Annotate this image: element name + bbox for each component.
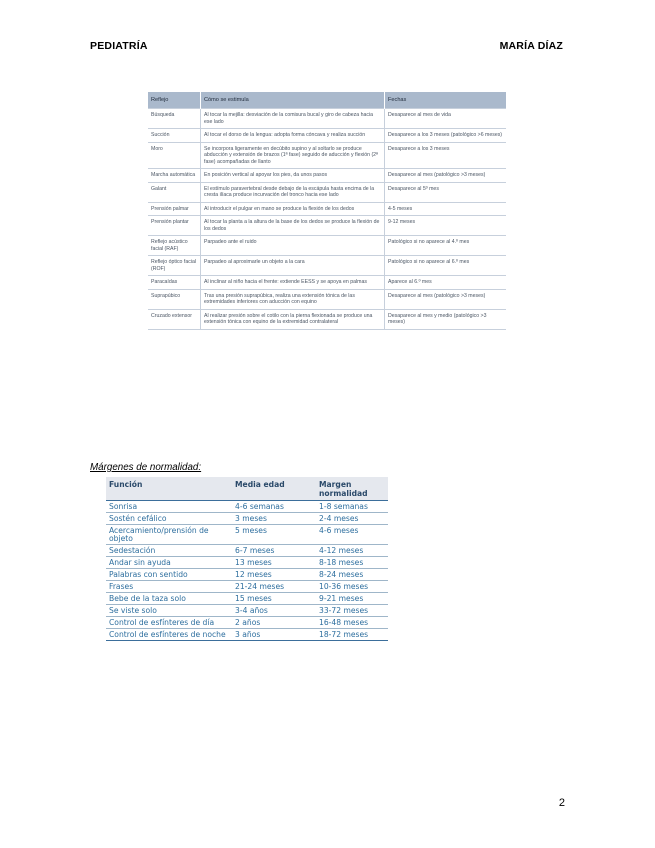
table-cell: Suprapúbico (148, 289, 201, 309)
table-row (106, 580, 388, 592)
table-cell: 1-8 semanas (316, 501, 388, 513)
norms-table (106, 477, 388, 641)
table-cell: Desaparece al mes y medio (patológico >3 meses) (385, 309, 507, 329)
reflexes-table (148, 92, 506, 330)
table-row (148, 182, 506, 202)
table-row (148, 256, 506, 276)
table-cell: Al tocar el dorso de la lengua: adopta forma cóncava y realiza succión (201, 129, 385, 143)
table-row (106, 501, 388, 513)
table-cell: 9-21 meses (316, 592, 388, 604)
table-cell: 10-36 meses (316, 580, 388, 592)
table-cell: Se viste solo (106, 604, 232, 616)
table-row (106, 512, 388, 524)
table-cell: Al realizar presión sobre el cotilo con la pierna flexionada se produce una extensión tónica con equino de la extremidad contralateral (201, 309, 385, 329)
table-cell: Desaparece al 5º mes (385, 182, 507, 202)
table-row (106, 568, 388, 580)
table-cell: Al tocar la planta a la altura de la base de los dedos se produce la flexión de los dedos (201, 216, 385, 236)
table-cell: Control de esfínteres de día (106, 616, 232, 628)
table-cell: Desaparece al mes (patológico >3 meses) (385, 289, 507, 309)
table-cell: Búsqueda (148, 109, 201, 129)
table-cell: Palabras con sentido (106, 568, 232, 580)
table-cell: Marcha automática (148, 169, 201, 183)
table-cell: 13 meses (232, 556, 316, 568)
norms-col-margen: Margen normalidad (316, 477, 388, 501)
table-cell: Al introducir el pulgar en mano se produce la flexión de los dedos (201, 202, 385, 216)
table-cell: 3-4 años (232, 604, 316, 616)
table-cell: 3 meses (232, 512, 316, 524)
table-row (106, 628, 388, 640)
table-row (148, 169, 506, 183)
table-cell: Cruzado extensor (148, 309, 201, 329)
table-cell: 5 meses (232, 524, 316, 544)
table-cell: Patológico si no aparece al 4.º mes (385, 236, 507, 256)
table-row (106, 604, 388, 616)
table-cell: Control de esfínteres de noche (106, 628, 232, 640)
table-cell: Succión (148, 129, 201, 143)
table-cell: Aparece al 6.º mes (385, 276, 507, 290)
table-row (148, 289, 506, 309)
table-row (106, 524, 388, 544)
table-cell: Acercamiento/prensión de objeto (106, 524, 232, 544)
table-cell: Sonrisa (106, 501, 232, 513)
table-cell: 12 meses (232, 568, 316, 580)
table-row (148, 276, 506, 290)
table-cell: Galant (148, 182, 201, 202)
table-cell: 3 años (232, 628, 316, 640)
table-cell: Sostén cefálico (106, 512, 232, 524)
table-cell: Se incorpora ligeramente en decúbito supino y al soltarlo se produce abducción y extensión de brazos (1ª fase) seguido de aducción y flexión (2ª fase) acompañadas de llanto (201, 142, 385, 169)
norms-header-row (106, 477, 388, 501)
page-number: 2 (558, 797, 565, 809)
reflexes-header-row (148, 92, 506, 109)
table-row (148, 309, 506, 329)
table-row (148, 216, 506, 236)
table-cell: 8-18 meses (316, 556, 388, 568)
table-cell: 16-48 meses (316, 616, 388, 628)
table-cell: Desaparece a los 3 meses (patológico >6 meses) (385, 129, 507, 143)
table-cell: Tras una presión suprapúbica, realiza una extensión tónica de las extremidades inferiores con aducción con equino (201, 289, 385, 309)
norms-col-media: Media edad (232, 477, 316, 501)
table-cell: 18-72 meses (316, 628, 388, 640)
section-title: Márgenes de normalidad: (90, 462, 202, 473)
header-author: MARÍA DÍAZ (499, 40, 563, 52)
table-cell: Al inclinar al niño hacia el frente: extiende EESS y se apoya en palmas (201, 276, 385, 290)
reflexes-col-estimulo: Cómo se estimula (201, 92, 385, 109)
table-cell: En posición vertical al apoyar los pies, da unos pasos (201, 169, 385, 183)
reflexes-col-fechas: Fechas (385, 92, 507, 109)
table-row (148, 236, 506, 256)
table-cell: Frases (106, 580, 232, 592)
table-row (148, 202, 506, 216)
table-cell: 4-6 meses (316, 524, 388, 544)
table-cell: Paracaídas (148, 276, 201, 290)
table-cell: Prensión palmar (148, 202, 201, 216)
table-cell: Desaparece al mes de vida (385, 109, 507, 129)
table-cell: Desaparece a los 3 meses (385, 142, 507, 169)
table-row (148, 142, 506, 169)
table-cell: 4-5 meses (385, 202, 507, 216)
table-cell: Reflejo óptico facial (ROF) (148, 256, 201, 276)
table-row (148, 109, 506, 129)
table-cell: Patológico si no aparece al 6.º mes (385, 256, 507, 276)
table-cell: 15 meses (232, 592, 316, 604)
table-row (148, 129, 506, 143)
table-cell: 2-4 meses (316, 512, 388, 524)
table-cell: Andar sin ayuda (106, 556, 232, 568)
table-cell: 33-72 meses (316, 604, 388, 616)
table-cell: 8-24 meses (316, 568, 388, 580)
table-cell: 9-12 meses (385, 216, 507, 236)
header-subject: PEDIATRÍA (90, 40, 148, 52)
table-cell: Desaparece al mes (patológico >3 meses) (385, 169, 507, 183)
table-cell: Prensión plantar (148, 216, 201, 236)
table-row (106, 544, 388, 556)
table-cell: Al tocar la mejilla: desviación de la comisura bucal y giro de cabeza hacia ese lado (201, 109, 385, 129)
norms-col-funcion: Función (106, 477, 232, 501)
table-cell: 21-24 meses (232, 580, 316, 592)
reflexes-col-reflejo: Reflejo (148, 92, 201, 109)
table-cell: El estímulo paravertebral desde debajo de la escápula hasta encima de la cresta ilíaca produce incurvación del tronco hacia ese lado (201, 182, 385, 202)
table-cell: Moro (148, 142, 201, 169)
table-cell: Parpadeo al aproximarle un objeto a la cara (201, 256, 385, 276)
table-cell: Reflejo acústico facial (RAF) (148, 236, 201, 256)
table-cell: 4-12 meses (316, 544, 388, 556)
table-row (106, 592, 388, 604)
table-cell: 6-7 meses (232, 544, 316, 556)
table-cell: Bebe de la taza solo (106, 592, 232, 604)
table-row (106, 556, 388, 568)
table-cell: 2 años (232, 616, 316, 628)
table-cell: Sedestación (106, 544, 232, 556)
table-cell: Parpadeo ante el ruido (201, 236, 385, 256)
table-cell: 4-6 semanas (232, 501, 316, 513)
table-row (106, 616, 388, 628)
